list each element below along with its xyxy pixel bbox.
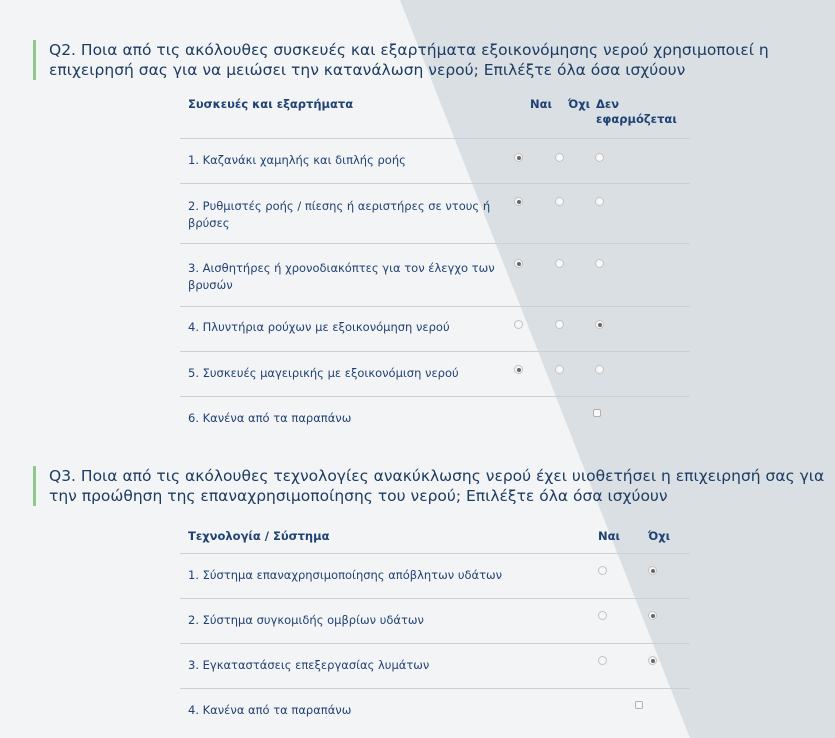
divider xyxy=(180,553,690,554)
q2-row1-yes-radio[interactable] xyxy=(514,153,523,162)
q2-row4-na-radio[interactable] xyxy=(595,320,604,329)
q2-row-label: 1. Καζανάκι χαμηλής και διπλής ροής xyxy=(188,153,406,167)
q2-header-na: Δεν εφαρμόζεται xyxy=(596,97,677,126)
question-q2-text: Q2. Ποια από τις ακόλουθες συσκευές και εξαρτήματα εξοικονόμησης νερού χρησιμοποιεί η επιχειρησή σας για να μειώσει την κατανάλωση νερού; Επιλέξτε όλα όσα ισχύουν xyxy=(33,40,829,80)
q2-row5-no-radio[interactable] xyxy=(555,365,564,374)
q2-none-label: 6. Κανένα από τα παραπάνω xyxy=(188,411,352,425)
q3-row2-yes-radio[interactable] xyxy=(598,611,607,620)
q2-row1-na-radio[interactable] xyxy=(595,153,604,162)
q3-none-label: 4. Κανένα από τα παραπάνω xyxy=(188,703,352,717)
divider xyxy=(180,138,690,139)
divider xyxy=(180,688,690,689)
q2-row-label: 5. Συσκευές μαγειρικής με εξοικονόμιση νερού xyxy=(188,366,459,380)
q2-row3-no-radio[interactable] xyxy=(555,259,564,268)
q2-row3-na-radio[interactable] xyxy=(595,259,604,268)
q2-header-yes: Ναι xyxy=(530,97,553,111)
q2-header-item: Συσκευές και εξαρτήματα xyxy=(188,97,354,111)
q2-row4-no-radio[interactable] xyxy=(555,320,564,329)
q2-row-label: 3. Αισθητήρες ή χρονοδιακόπτες για τον έλεγχο των βρυσών xyxy=(188,261,495,292)
q2-row2-na-radio[interactable] xyxy=(595,197,604,206)
q2-row2-yes-radio[interactable] xyxy=(514,197,523,206)
q3-header-no: Όχι xyxy=(648,529,671,543)
divider xyxy=(180,351,690,352)
question-q3-text: Q3. Ποια από τις ακόλουθες τεχνολογίες ανακύκλωσης νερού έχει υιοθετήσει η επιχειρησή σας για την προώθηση της επαναχρησιμοποίησης του νερού; Επιλέξτε όλα όσα ισχύουν xyxy=(33,466,829,506)
q2-row1-no-radio[interactable] xyxy=(555,153,564,162)
q2-row-label: 2. Ρυθμιστές ροής / πίεσης ή αεριστήρες σε ντους ή βρύσες xyxy=(188,199,491,230)
q3-row-label: 2. Σύστημα συγκομιδής ομβρίων υδάτων xyxy=(188,613,424,627)
divider xyxy=(180,643,690,644)
q2-none-checkbox[interactable] xyxy=(593,409,601,417)
q3-row1-yes-radio[interactable] xyxy=(598,566,607,575)
q3-header-item: Τεχνολογία / Σύστημα xyxy=(188,529,330,543)
divider xyxy=(180,396,690,397)
q3-row3-no-radio[interactable] xyxy=(648,656,657,665)
q2-header-no: Όχι xyxy=(568,97,591,111)
divider xyxy=(180,306,690,307)
q2-row-label: 4. Πλυντήρια ρούχων με εξοικονόμηση νερού xyxy=(188,320,450,334)
q3-none-checkbox[interactable] xyxy=(635,701,643,709)
q3-header-yes: Ναι xyxy=(598,529,621,543)
q2-row3-yes-radio[interactable] xyxy=(514,259,523,268)
q2-row5-yes-radio[interactable] xyxy=(514,365,523,374)
divider xyxy=(180,598,690,599)
q3-row2-no-radio[interactable] xyxy=(648,611,657,620)
q3-row3-yes-radio[interactable] xyxy=(598,656,607,665)
divider xyxy=(180,183,690,184)
divider xyxy=(180,243,690,244)
q2-row5-na-radio[interactable] xyxy=(595,365,604,374)
q3-row-label: 1. Σύστημα επαναχρησιμοποίησης απόβλητων υδάτων xyxy=(188,568,503,582)
q3-row1-no-radio[interactable] xyxy=(648,566,657,575)
q3-row-label: 3. Εγκαταστάσεις επεξεργασίας λυμάτων xyxy=(188,658,430,672)
q2-row4-yes-radio[interactable] xyxy=(514,320,523,329)
q2-row2-no-radio[interactable] xyxy=(555,197,564,206)
